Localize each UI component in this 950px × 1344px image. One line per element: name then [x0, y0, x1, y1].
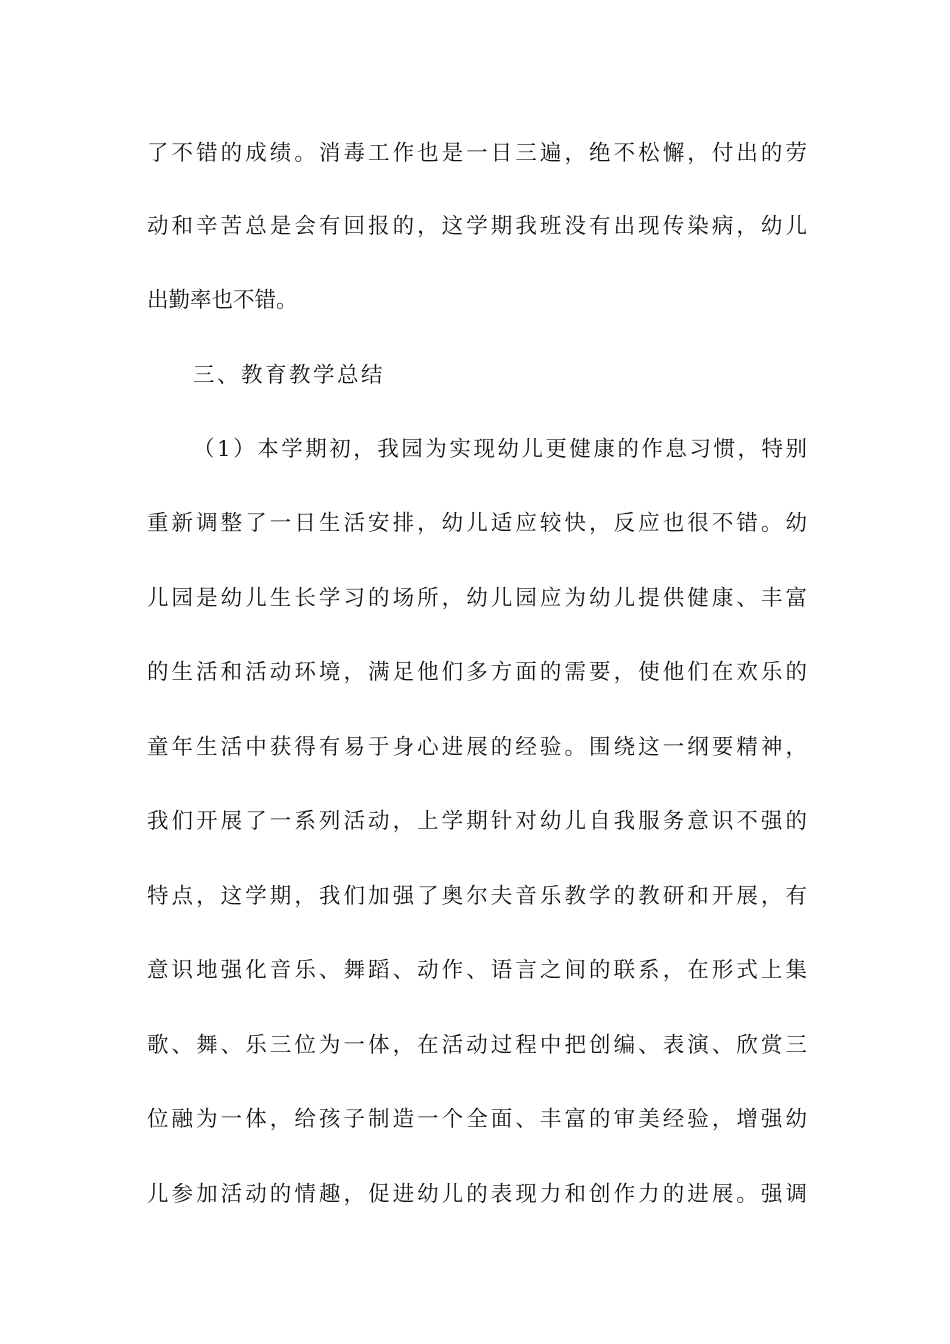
paragraph-line: 的生活和活动环境，满足他们多方面的需要，使他们在欢乐的 — [147, 660, 807, 685]
paragraph-line: 童年生活中获得有易于身心进展的经验。围绕这一纲要精神， — [147, 735, 807, 760]
paragraph-line: 特点，这学期，我们加强了奥尔夫音乐教学的教研和开展，有 — [147, 884, 807, 909]
paragraph-line: 歌、舞、乐三位为一体，在活动过程中把创编、表演、欣赏三 — [147, 1033, 807, 1058]
paragraph-line: （1）本学期初，我园为实现幼儿更健康的作息习惯，特别 — [193, 437, 807, 462]
paragraph-line: 重新调整了一日生活安排，幼儿适应较快，反应也很不错。幼 — [147, 511, 807, 536]
section-heading: 三、教育教学总结 — [193, 363, 386, 388]
paragraph-line: 了不错的成绩。消毒工作也是一日三遍，绝不松懈，付出的劳 — [147, 141, 807, 166]
paragraph-line: 动和辛苦总是会有回报的，这学期我班没有出现传染病，幼儿 — [147, 214, 807, 239]
paragraph-line: 位融为一体，给孩子制造一个全面、丰富的审美经验，增强幼 — [147, 1107, 807, 1132]
paragraph-line: 我们开展了一系列活动，上学期针对幼儿自我服务意识不强的 — [147, 809, 807, 834]
paragraph-line: 意识地强化音乐、舞蹈、动作、语言之间的联系，在形式上集 — [147, 958, 807, 983]
paragraph-line: 出勤率也不错。 — [147, 288, 298, 313]
paragraph-line: 儿参加活动的情趣，促进幼儿的表现力和创作力的进展。强调 — [147, 1182, 807, 1207]
paragraph-line: 儿园是幼儿生长学习的场所，幼儿园应为幼儿提供健康、丰富 — [147, 586, 807, 611]
